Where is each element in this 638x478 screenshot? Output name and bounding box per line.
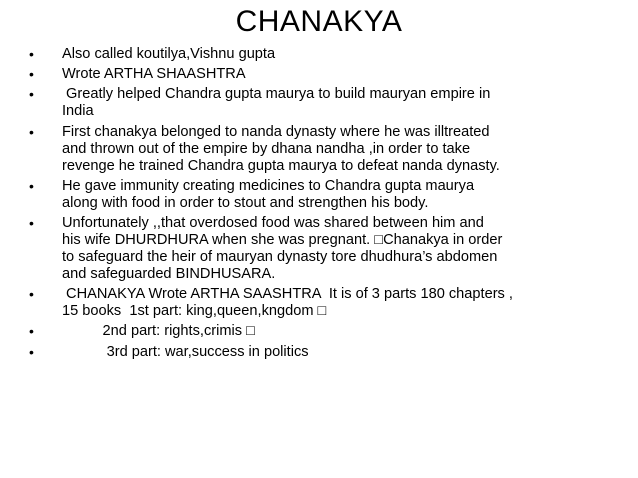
bullet-item [28, 178, 606, 212]
bullet-item [28, 86, 606, 120]
bullet-item [28, 215, 606, 283]
slide-title: CHANAKYA [235, 5, 403, 38]
bullet-dot-icon: • [29, 123, 34, 140]
bullet-text: He gave immunity creating medicines to Chandra gupta maurya [62, 177, 475, 194]
bullet-text: 3rd part: war,success in politics [62, 343, 309, 360]
bullet-text: revenge he trained Chandra gupta maurya to defeat nanda dynasty. [62, 157, 500, 174]
bullet-text: along with food in order to stout and strengthen his body. [62, 194, 429, 211]
bullet-text: and safeguarded BINDHUSARA. [62, 265, 276, 282]
bullet-dot-icon: • [29, 177, 34, 194]
bullet-dot-icon: • [29, 214, 34, 231]
bullet-text: Greatly helped Chandra gupta maurya to build mauryan empire in [62, 86, 491, 103]
bullet-dot-icon: • [29, 286, 34, 303]
bullet-dot-icon: • [29, 66, 34, 83]
bullet-item [28, 66, 606, 83]
bullet-text: 15 books 1st part: king,queen,kngdom □ [62, 303, 327, 320]
bullet-text: Also called koutilya,Vishnu gupta [62, 46, 276, 62]
bullet-dot-icon: • [29, 86, 34, 103]
bullet-text: India [62, 103, 94, 120]
bullet-dot-icon: • [29, 46, 34, 62]
bullet-text: his wife DHURDHURA when she was pregnant. □Chanakya in order [62, 231, 503, 248]
bullet-dot-icon: • [29, 323, 34, 340]
bullet-text: First chanakya belonged to nanda dynasty where he was illtreated [62, 123, 490, 140]
bullet-text: and thrown out of the empire by dhana nandha ,in order to take [62, 140, 471, 157]
bullet-item [28, 286, 606, 320]
bullet-item [28, 46, 606, 63]
bullet-dot-icon: • [29, 343, 34, 360]
bullet-text: CHANAKYA Wrote ARTHA SAASHTRA It is of 3 parts 180 chapters , [62, 286, 513, 303]
bullet-text: Wrote ARTHA SHAASHTRA [62, 66, 246, 83]
bullet-text: Unfortunately ,,that overdosed food was shared between him and [62, 214, 484, 231]
bullet-item [28, 323, 606, 340]
bullet-item [28, 344, 606, 361]
bullet-item [28, 124, 606, 175]
bullet-list [28, 46, 606, 364]
bullet-text: to safeguard the heir of mauryan dynasty tore dhudhura’s abdomen [62, 248, 498, 265]
bullet-text: 2nd part: rights,crimis □ [62, 323, 255, 340]
